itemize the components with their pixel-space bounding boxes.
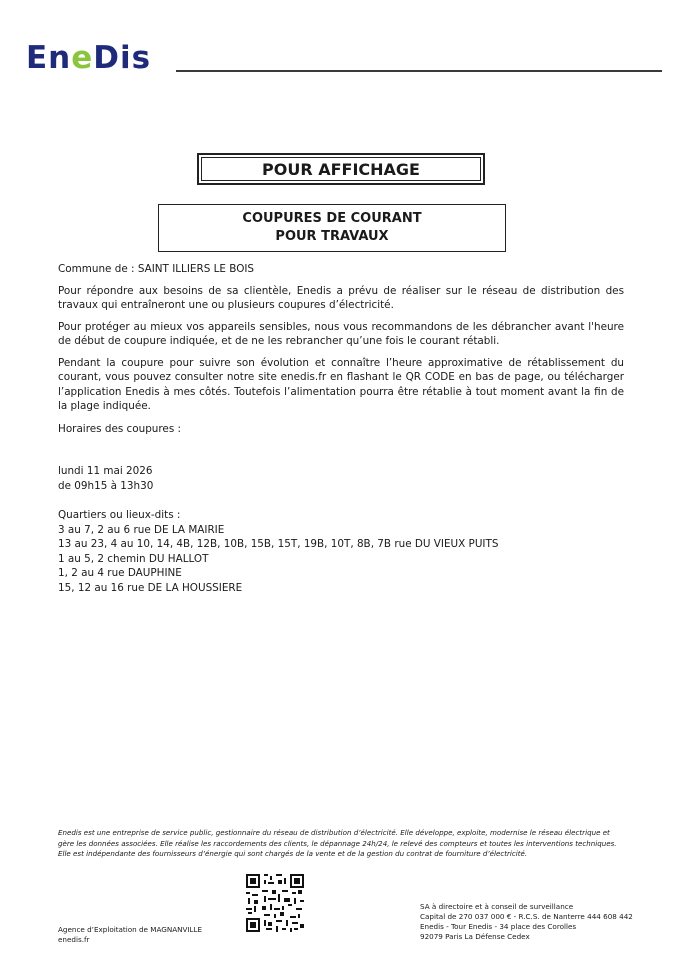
agency-info — [58, 925, 202, 945]
website-link[interactable]: enedis.fr — [58, 935, 90, 944]
location-item: 1 au 5, 2 chemin DU HALLOT — [58, 552, 209, 565]
location-item: 1, 2 au 4 rue DAUPHINE — [58, 567, 182, 579]
locations-heading: Quartiers ou lieux-dits : — [58, 509, 181, 521]
enedis-logo: EneDis — [26, 40, 152, 76]
legal-line: 92079 Paris La Défense Cedex — [420, 932, 530, 941]
outage-date: lundi 11 mai 2026 — [58, 465, 153, 477]
intro-paragraph: Pour répondre aux besoins de sa clientèle, Enedis a prévu de réaliser sur le réseau de distribution des travaux qui entraîneront une ou plusieurs coupures d’électricité. — [58, 284, 624, 311]
display-title: POUR AFFICHAGE — [201, 157, 481, 181]
commune-line: Commune de : SAINT ILLIERS LE BOIS — [58, 263, 255, 275]
display-title-box — [197, 153, 485, 185]
protection-paragraph: Pour protéger au mieux vos appareils sensibles, nous vous recommandons de les débrancher avant l'heure de début de coupure indiquée, et de ne les rebrancher qu’une fois le courant rétabli. — [58, 320, 624, 347]
legal-line: Enedis - Tour Enedis - 34 place des Corolles — [420, 922, 577, 931]
location-item: 3 au 7, 2 au 6 rue DE LA MAIRIE — [58, 523, 225, 536]
notice-subtitle-line1: COUPURES DE COURANT — [242, 211, 422, 226]
legal-info — [420, 902, 633, 942]
agency-name: Agence d’Exploitation de MAGNANVILLE — [58, 925, 203, 934]
legal-line: SA à directoire et à conseil de surveillance — [420, 902, 574, 911]
notice-subtitle-line2: POUR TRAVAUX — [275, 229, 389, 244]
outage-hours: de 09h15 à 13h30 — [58, 479, 154, 492]
location-item: 13 au 23, 4 au 10, 14, 4B, 12B, 10B, 15B, 15T, 19B, 10T, 8B, 7B rue DU VIEUX PUITS — [58, 538, 499, 550]
notice-subtitle-box — [158, 204, 506, 252]
location-item: 15, 12 au 16 rue DE LA HOUSSIERE — [58, 581, 243, 594]
notice-body — [58, 262, 624, 595]
legal-line: Capital de 270 037 000 € - R.C.S. de Nanterre 444 608 442 — [420, 912, 633, 921]
schedule-heading: Horaires des coupures : — [58, 422, 182, 435]
outage-info-paragraph: Pendant la coupure pour suivre son évolution et connaître l’heure approximative de rétablissement du courant, vous pouvez consulter notre site enedis.fr en flashant le QR CODE en bas de page, ou télécharger l’application Enedis à mes côtés. Toutefois l’alimentation pourra être rétablie à tout moment avant la fin de la plage indiquée. — [58, 356, 624, 412]
qr-code-icon[interactable] — [246, 874, 304, 932]
company-disclaimer: Enedis est une entreprise de service public, gestionnaire du réseau de distribution d’électricité. Elle développe, exploite, modernise le réseau électrique et gère les données associées. Elle réalise les raccordements des clients, le dépannage 24h/24, le relevé des compteurs et toutes les interventions techniques. Elle est indépendante des fournisseurs d’énergie qui sont chargés de la vente et de la gestion du contrat de fourniture d’électricité. — [58, 828, 617, 858]
header-rule — [176, 70, 662, 72]
